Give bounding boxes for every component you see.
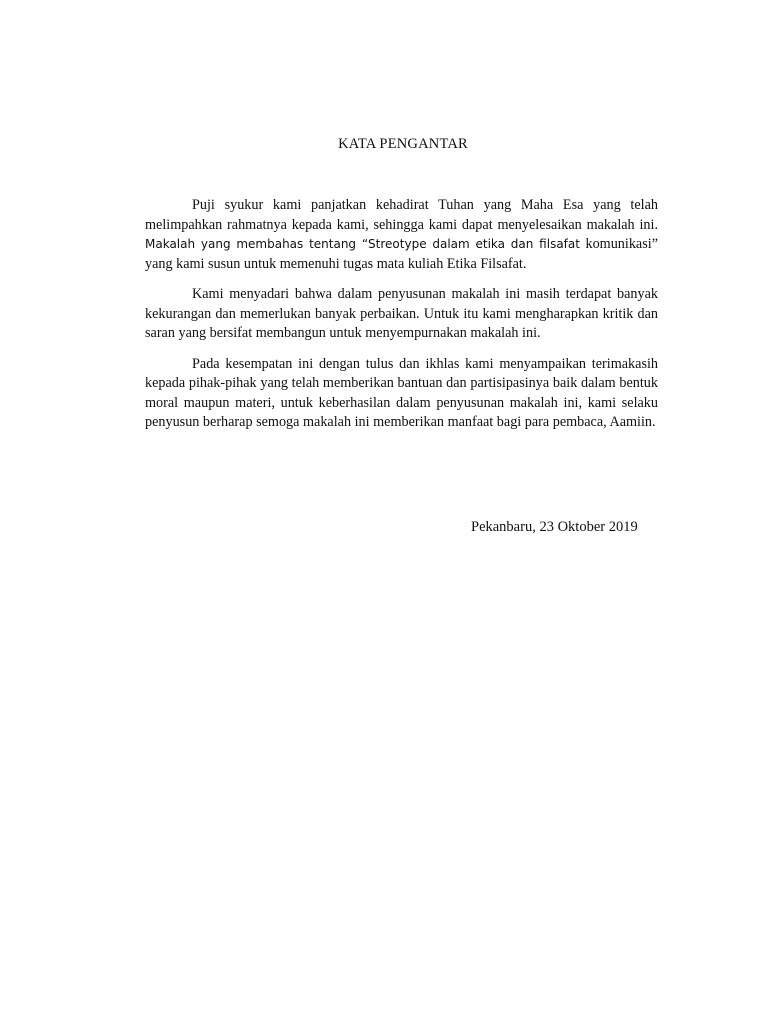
- paragraph-1-text-b: Makalah yang membahas tentang “Streotype dalam etika dan filsafat: [145, 237, 580, 251]
- page-title: KATA PENGANTAR: [338, 136, 468, 152]
- paragraph-1: [145, 196, 658, 274]
- paragraph-1-text-c: komunikasi” yang kami susun untuk memenuhi tugas mata kuliah Etika Filsafat.: [145, 236, 658, 272]
- paragraph-2: Kami menyadari bahwa dalam penyusunan makalah ini masih terdapat banyak kekurangan dan memerlukan banyak perbaikan. Untuk itu kami mengharapkan kritik dan saran yang bersifat membangun untuk menyempurnakan makalah ini.: [145, 286, 658, 341]
- place-date: Pekanbaru, 23 Oktober 2019: [471, 519, 638, 535]
- paragraph-1-text-a: Puji syukur kami panjatkan kehadirat Tuhan yang Maha Esa yang telah melimpahkan rahmatnya kepada kami, sehingga kami dapat menyelesaikan makalah ini.: [145, 197, 658, 233]
- paragraph-3: Pada kesempatan ini dengan tulus dan ikhlas kami menyampaikan terimakasih kepada pihak-pihak yang telah memberikan bantuan dan partisipasinya baik dalam bentuk moral maupun materi, untuk keberhasilan dalam penyusunan makalah ini, kami selaku penyusun berharap semoga makalah ini memberikan manfaat bagi para pembaca, Aamiin.: [145, 355, 658, 430]
- document-body: [145, 196, 658, 444]
